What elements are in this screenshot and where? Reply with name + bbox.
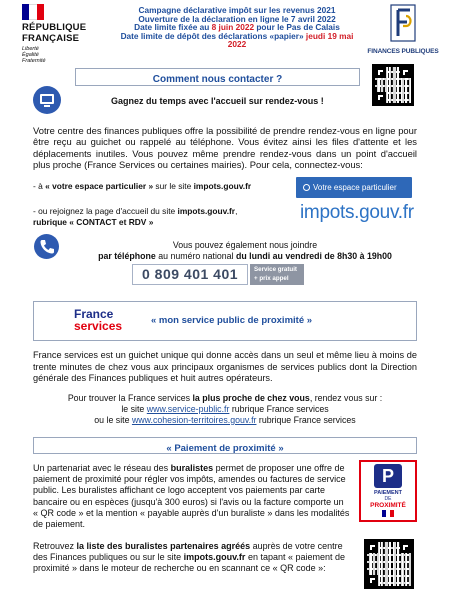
rf-motto-2: Égalité <box>22 52 39 58</box>
paiement-qr-code <box>364 539 414 589</box>
paiement-paragraph: Un partenariat avec le réseau des buralistes permet de proposer une offre de paiement de proximité pour régler vos impôts, amendes ou factures de service public. Les buralistes affichant ce logo acceptent vos paiements par carte bancaire ou en espèces (jusqu'à 300 euros) si l'avis ou la facture comporte un « QR code » et la mention « payable auprès d'un buraliste » dans les modalités de paiement. <box>33 463 350 530</box>
france-services-title: « mon service public de proximité » <box>151 315 313 326</box>
campaign-line-1: Campagne déclarative impôt sur les revenus 2021 <box>138 5 336 15</box>
campaign-info <box>112 6 362 49</box>
deadline-paper-date: jeudi 19 mai 2022 <box>227 30 354 50</box>
france-services-logo: France services <box>74 307 123 333</box>
paiement-proximite-logo: P PAIEMENT DE PROXIMITÉ <box>359 460 417 522</box>
rf-name-1: RÉPUBLIQUE <box>22 22 87 33</box>
paiement-retrouvez: Retrouvez la liste des buralistes partenaires agréés auprès de votre centre des Finances publiques ou sur le site impots.gouv.fr en tapant « paiement de proximité » dans le moteur de recherche ou en scannant ce « QR code »: <box>33 541 346 574</box>
contact-title: Comment nous contacter ? <box>152 74 283 85</box>
finances-publiques-emblem-icon <box>385 2 421 44</box>
rf-motto-1: Liberté <box>22 46 39 52</box>
rf-name-2: FRANÇAISE <box>22 33 80 44</box>
deadline-online: Date limite fixée au 8 juin 2022 pour le Pas de Calais <box>134 22 340 33</box>
user-icon <box>303 184 310 191</box>
contact-paragraph: Votre centre des finances publiques offre la possibilité de prendre rendez-vous en ligne pour être reçu au guichet ou rappelé au téléphone. Vous évitez ainsi les files d'attente et les déplacements inutiles. Vous pouvez même prendre rendez-vous dans un point d'accueil plus proche (France Services ou certaines mairies). Pour cela, connectez-vous: <box>33 125 417 171</box>
france-services-bar <box>33 301 417 341</box>
deadline-paper: Date limite de dépôt des déclarations «papier» jeudi 19 mai 2022 <box>120 30 354 50</box>
service-public-link[interactable]: www.service-public.fr <box>146 403 230 414</box>
france-services-paragraph: France services est un guichet unique qui donne accès dans un seul et même lieu à moins de trente minutes de chez vous aux principaux organismes de services publics dont la Direction générale des Finances publiques et huit autres opérateurs. <box>33 350 417 384</box>
contact-title-bar <box>75 68 360 86</box>
paiement-title-bar <box>33 437 417 454</box>
rf-motto-3: Fraternité <box>22 58 46 64</box>
rdv-text: Gagnez du temps avec l'accueil sur rendez-vous ! <box>111 96 324 106</box>
flag-icon <box>382 510 394 517</box>
bullet-impots-home: - ou rejoignez la page d'accueil du site impots.gouv.fr, rubrique « CONTACT et RDV » <box>33 206 238 227</box>
rf-logo <box>22 4 102 64</box>
cohesion-territoires-link[interactable]: www.cohesion-territoires.gouv.fr <box>131 414 257 425</box>
campaign-line-2: Ouverture de la déclaration en ligne le 7 avril 2022 <box>138 13 336 24</box>
espace-particulier-button[interactable]: Votre espace particulier <box>296 177 412 198</box>
contact-qr-code <box>372 64 414 106</box>
paiement-title: « Paiement de proximité » <box>166 443 284 454</box>
deadline-online-date: 8 juin 2022 <box>211 22 255 33</box>
finances-publiques-logo <box>360 2 446 62</box>
marianne-flag <box>22 4 44 20</box>
rdv-icon <box>33 86 61 114</box>
paiement-p-icon: P <box>374 464 402 488</box>
finances-publiques-text: FINANCES PUBLIQUES <box>367 48 439 55</box>
phone-info: Vous pouvez également nous joindre par téléphone au numéro national du lundi au vendredi de 8h30 à 19h00 <box>98 240 392 261</box>
phone-tariff-tag: Service gratuit + prix appel <box>250 264 304 285</box>
bullet-espace-particulier: - à « votre espace particulier » sur le site impots.gouv.fr <box>33 181 252 191</box>
impots-site-text: impots.gouv.fr <box>193 181 252 191</box>
impots-gouv-logo[interactable]: impots.gouv.fr <box>300 202 414 223</box>
phone-icon <box>34 234 59 259</box>
phone-number-box[interactable]: 0 809 401 401 <box>132 264 248 285</box>
france-services-find: Pour trouver la France services la plus proche de chez vous, rendez vous sur : le site www.service-public.fr rubrique France services ou le site www.cohesion-territoires.gouv.fr rubrique France services <box>67 393 383 425</box>
